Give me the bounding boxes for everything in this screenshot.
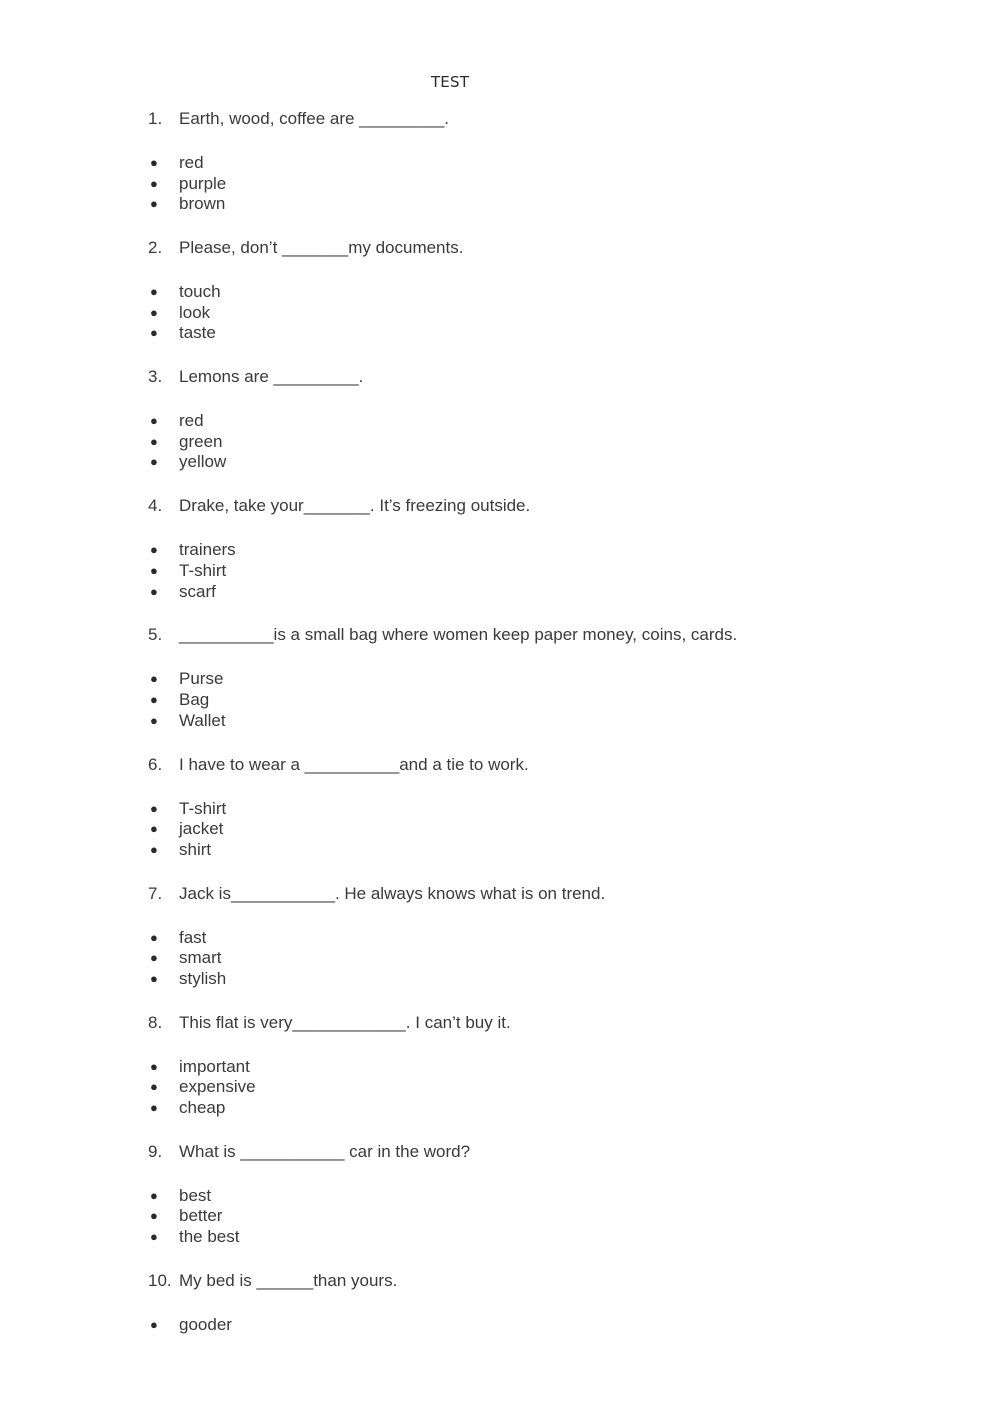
bullet-icon: ● — [150, 454, 158, 470]
answer-option-label: red — [179, 153, 204, 172]
question-number: 4. — [148, 496, 163, 516]
answer-option — [148, 153, 204, 174]
answer-option-label: Bag — [179, 690, 210, 709]
answer-option-label: T-shirt — [179, 798, 227, 818]
question-6 — [148, 755, 529, 775]
answer-option-label: yellow — [179, 452, 227, 472]
bullet-icon: ● — [150, 1187, 158, 1203]
question-text: Please, don’t _______my documents. — [179, 238, 464, 258]
answer-option — [148, 669, 223, 690]
answer-option — [148, 1057, 250, 1078]
question-9 — [148, 1142, 470, 1162]
answer-option-label: T-shirt — [179, 560, 227, 580]
answer-option — [148, 303, 210, 324]
bullet-icon: ● — [150, 970, 158, 986]
question-1 — [148, 109, 449, 129]
bullet-icon: ● — [150, 542, 158, 558]
answer-option — [148, 1186, 211, 1207]
answer-option-label: purple — [179, 173, 227, 193]
answer-option — [148, 1206, 222, 1227]
bullet-icon: ● — [150, 175, 158, 191]
answer-option — [148, 452, 226, 473]
question-number: 9. — [148, 1141, 163, 1161]
answer-option-label: better — [179, 1206, 223, 1226]
question-text: This flat is very____________. I can’t buy it. — [179, 1012, 511, 1032]
question-2 — [148, 238, 463, 258]
bullet-icon: ● — [150, 284, 158, 300]
answer-option — [148, 411, 204, 432]
answer-option — [148, 174, 226, 195]
answer-option-label: trainers — [179, 540, 236, 560]
answer-option — [148, 1098, 225, 1119]
bullet-icon: ● — [150, 433, 158, 449]
answer-option-label: best — [179, 1185, 212, 1205]
answer-option-label: cheap — [179, 1097, 226, 1117]
answer-option-label: look — [179, 302, 211, 322]
answer-option-label: gooder — [179, 1314, 232, 1334]
answer-option-label: red — [179, 411, 204, 431]
answer-option-label: scarf — [179, 581, 216, 601]
bullet-icon: ● — [150, 1079, 158, 1095]
question-number: 7. — [148, 883, 163, 903]
bullet-icon: ● — [150, 841, 158, 857]
bullet-icon: ● — [150, 413, 158, 429]
question-number: 3. — [148, 367, 163, 387]
bullet-icon: ● — [150, 1316, 158, 1332]
question-text: Jack is___________. He always knows what is on trend. — [179, 883, 606, 903]
answer-option-label: jacket — [179, 819, 224, 839]
answer-option — [148, 969, 226, 990]
answer-option — [148, 561, 226, 582]
answer-option-label: fast — [179, 927, 207, 947]
question-number: 10. — [148, 1270, 172, 1290]
answer-option — [148, 690, 209, 711]
answer-option — [148, 282, 221, 303]
bullet-icon: ● — [150, 304, 158, 320]
answer-option — [148, 840, 211, 861]
answer-option-label: expensive — [179, 1077, 256, 1097]
answer-option-label: stylish — [179, 968, 227, 988]
question-text: __________is a small bag where women keep paper money, coins, cards. — [179, 625, 738, 645]
bullet-icon: ● — [150, 196, 158, 212]
question-text: My bed is ______than yours. — [179, 1270, 398, 1290]
bullet-icon: ● — [150, 562, 158, 578]
question-8 — [148, 1013, 511, 1033]
bullet-icon: ● — [150, 800, 158, 816]
answer-option — [148, 819, 223, 840]
answer-option — [148, 194, 225, 215]
question-number: 8. — [148, 1012, 163, 1032]
question-number: 1. — [148, 109, 163, 128]
answer-option — [148, 540, 236, 561]
bullet-icon: ● — [150, 929, 158, 945]
answer-option-label: shirt — [179, 839, 212, 859]
answer-option-label: important — [179, 1056, 250, 1076]
page-title: TEST — [430, 73, 470, 91]
question-number: 5. — [148, 625, 163, 645]
question-text: Drake, take your_______. It’s freezing outside. — [179, 496, 531, 516]
bullet-icon: ● — [150, 950, 158, 966]
answer-option-label: touch — [179, 282, 221, 302]
question-text: I have to wear a __________and a tie to work. — [179, 754, 529, 774]
answer-option-label: green — [179, 431, 223, 451]
bullet-icon: ● — [150, 712, 158, 728]
answer-option — [148, 799, 226, 820]
question-text: Earth, wood, coffee are _________. — [179, 109, 449, 128]
bullet-icon: ● — [150, 1058, 158, 1074]
answer-option-label: Purse — [179, 669, 224, 689]
answer-option — [148, 582, 216, 603]
answer-option — [148, 1315, 232, 1336]
answer-option — [148, 1227, 240, 1248]
bullet-icon: ● — [150, 325, 158, 341]
question-4 — [148, 496, 530, 516]
bullet-icon: ● — [150, 1208, 158, 1224]
answer-option — [148, 711, 226, 732]
answer-option-label: Wallet — [179, 710, 226, 730]
answer-option-label: taste — [179, 323, 216, 343]
answer-option — [148, 323, 216, 344]
bullet-icon: ● — [150, 671, 158, 687]
bullet-icon: ● — [150, 583, 158, 599]
bullet-icon: ● — [150, 155, 158, 170]
question-text: Lemons are _________. — [179, 367, 364, 387]
question-10 — [148, 1271, 397, 1291]
question-5 — [148, 625, 737, 645]
answer-option — [148, 948, 222, 969]
question-3 — [148, 367, 363, 387]
answer-option-label: smart — [179, 948, 222, 968]
bullet-icon: ● — [150, 821, 158, 837]
question-7 — [148, 884, 605, 904]
answer-option — [148, 928, 206, 949]
bullet-icon: ● — [150, 692, 158, 707]
bullet-icon: ● — [150, 1099, 158, 1115]
question-number: 6. — [148, 754, 163, 774]
question-text: What is ___________ car in the word? — [179, 1141, 471, 1161]
question-number: 2. — [148, 238, 163, 258]
answer-option — [148, 1077, 256, 1098]
answer-option-label: brown — [179, 194, 226, 214]
bullet-icon: ● — [150, 1229, 158, 1244]
answer-option-label: the best — [179, 1227, 240, 1246]
answer-option — [148, 432, 222, 453]
